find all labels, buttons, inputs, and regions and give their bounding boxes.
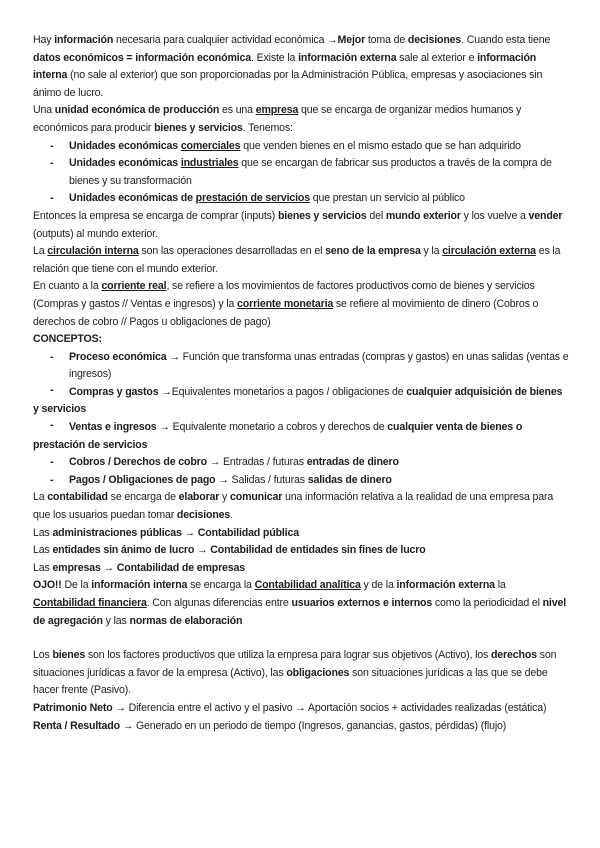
paragraph-patrimonio: Patrimonio Neto → Diferencia entre el activo y el pasivo → Aportación socios + actividades realizadas (estática) [33,701,547,714]
list-item: - Pagos / Obligaciones de pago → Salidas / futuras salidas de dinero [33,472,569,490]
line-entidades: Las entidades sin ánimo de lucro → Contabilidad de entidades sin fines de lucro [33,544,426,557]
spacer [33,630,569,647]
conceptos-heading: CONCEPTOS: [33,333,102,346]
paragraph-bienes: Los bienes son los factores productivos que utiliza la empresa para lograr sus objetivos (Activo), los derechos son situaciones jurídicas a favor de la empresa (Activo), las obligaciones son situaciones jurídicas a las que se debe hacer frente (Pasivo). [33,649,557,697]
list-item: - Unidades económicas de prestación de servicios que prestan un servicio al público [33,190,569,208]
paragraph-corriente: En cuanto a la corriente real, se refiere a los movimientos de factores productivos como de bienes y servicios (Compras y gastos // Ventas e ingresos) y la corriente monetaria se refiere al movimiento de dinero (Cobros o derechos de cobro // Pagos u obligaciones de pago) [33,280,539,328]
paragraph-informacion: Hay información necesaria para cualquier actividad económica →Mejor toma de decisiones. Cuando esta tiene datos económicos = información económica. Existe la información externa sale al exterior e información interna (no sale al exterior) que son proporcionadas por la Administración Pública, empresas y asociaciones sin ánimo de lucro. [33,34,551,99]
list-item: - Proceso económica → Función que transforma unas entradas (compras y gastos) en unas salidas (ventas e ingresos) [33,349,569,384]
concepts-list [33,349,569,384]
units-list [33,138,569,208]
list-item: - Cobros / Derechos de cobro → Entradas / futuras entradas de dinero [33,454,569,472]
paragraph-contabilidad: La contabilidad se encarga de elaborar y comunicar una información relativa a la realidad de una empresa para que los usuarios puedan tomar decisiones. [33,491,554,522]
paragraph-ojo: OJO!! De la información interna se encarga la Contabilidad analítica y de la información externa la Contabilidad financiera. Con algunas diferencias entre usuarios externos e internos como la periodicidad el nivel de agregación y las normas de elaboración [33,579,567,627]
list-item: - Unidades económicas comerciales que venden bienes en el mismo estado que se han adquirido [33,138,569,156]
line-administraciones: Las administraciones públicas → Contabilidad pública [33,526,299,539]
concepts-list-2 [33,454,569,489]
paragraph-circulacion: La circulación interna son las operaciones desarrolladas en el seno de la empresa y la circulación externa es la relación que tiene con el mundo exterior. [33,245,561,275]
concept-ventas: - Ventas e ingresos → Equivalente monetario a cobros y derechos de cualquier venta de bienes o prestación de servicios [33,419,523,451]
list-item: - Unidades económicas industriales que se encargan de fabricar sus productos a través de la compra de bienes y su transformación [33,155,569,190]
paragraph-unidad-economica: Una unidad económica de producción es una empresa que se encarga de organizar medios humanos y económicos para producir bienes y servicios. Tenemos: [33,104,522,134]
line-empresas: Las empresas → Contabilidad de empresas [33,561,246,574]
concept-compras: - Compras y gastos →Equivalentes monetarios a pagos / obligaciones de cualquier adquisición de bienes y servicios [33,383,563,416]
document-body [33,32,569,735]
paragraph-empresa-compra: Entonces la empresa se encarga de comprar (inputs) bienes y servicios del mundo exterior y los vuelve a vender (outputs) al mundo exterior. [33,209,563,240]
paragraph-renta: Renta / Resultado → Generado en un periodo de tiempo (Ingresos, ganancias, gastos, pérdidas) (flujo) [33,719,507,732]
